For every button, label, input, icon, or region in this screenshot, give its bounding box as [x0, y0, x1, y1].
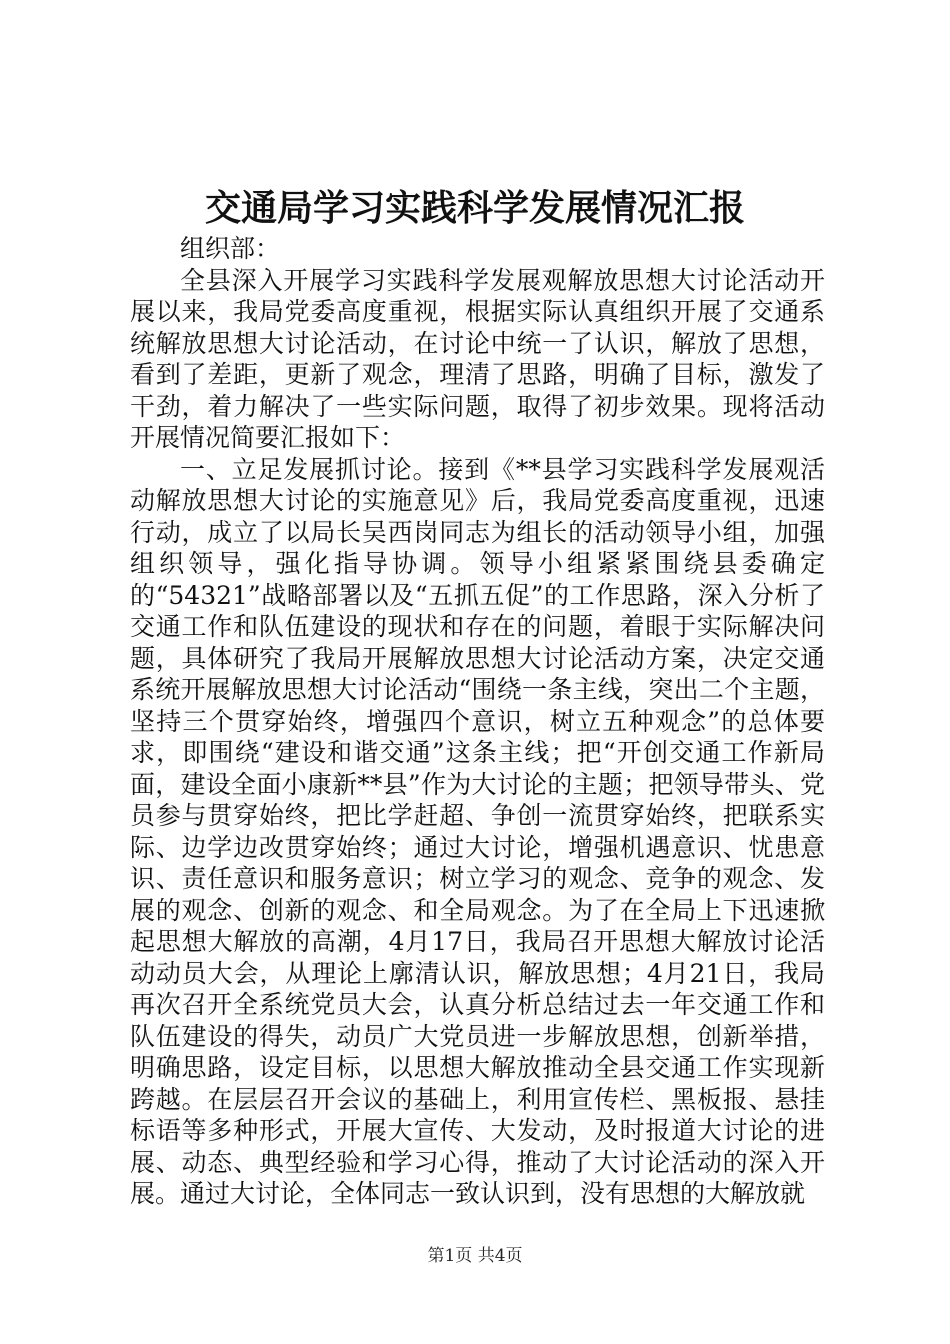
paragraph-intro: 全县深入开展学习实践科学发展观解放思想大讨论活动开展以来，我局党委高度重视，根据实际认真组织开展了交通系统解放思想大讨论活动，在讨论中统一了认识，解放了思想，看到了差距，更新了观念，理清了思路，明确了目标，激发了干劲，着力解决了一些实际问题，取得了初步效果。现将活动开展情况简要汇报如下： [130, 265, 825, 452]
document-body [130, 233, 825, 1210]
document-title: 交通局学习实践科学发展情况汇报 [204, 187, 745, 229]
page-footer: 第1页 共4页 [427, 1246, 523, 1266]
salutation: 组织部： [180, 234, 281, 263]
paragraph-section-1: 一、立足发展抓讨论。接到《**县学习实践科学发展观活动解放思想大讨论的实施意见》后，我局党委高度重视，迅速行动，成立了以局长吴西岗同志为组长的活动领导小组，加强组织领导，强化指导协调。领导小组紧紧围绕县委确定的“54321”战略部署以及“五抓五促”的工作思路，深入分析了交通工作和队伍建设的现状和存在的问题，着眼于实际解决问题，具体研究了我局开展解放思想大讨论活动方案，决定交通系统开展解放思想大讨论活动“围绕一条主线，突出二个主题，坚持三个贯穿始终，增强四个意识，树立五种观念”的总体要求，即围绕“建设和谐交通”这条主线；把“开创交通工作新局面，建设全面小康新**县”作为大讨论的主题；把领导带头、党员参与贯穿始终，把比学赶超、争创一流贯穿始终，把联系实际、边学边改贯穿始终；通过大讨论，增强机遇意识、忧患意识、责任意识和服务意识；树立学习的观念、竞争的观念、发展的观念、创新的观念、和全局观念。为了在全局上下迅速掀起思想大解放的高潮，4月17日，我局召开思想大解放讨论活动动员大会，从理论上廓清认识，解放思想；4月21日，我局再次召开全系统党员大会，认真分析总结过去一年交通工作和队伍建设的得失，动员广大党员进一步解放思想，创新举措，明确思路，设定目标，以思想大解放推动全县交通工作实现新跨越。在层层召开会议的基础上，利用宣传栏、黑板报、悬挂标语等多种形式，开展大宣传、大发动，及时报道大讨论的进展、动态、典型经验和学习心得，推动了大讨论活动的深入开展。通过大讨论，全体同志一致认识到，没有思想的大解放就 [130, 454, 825, 1208]
